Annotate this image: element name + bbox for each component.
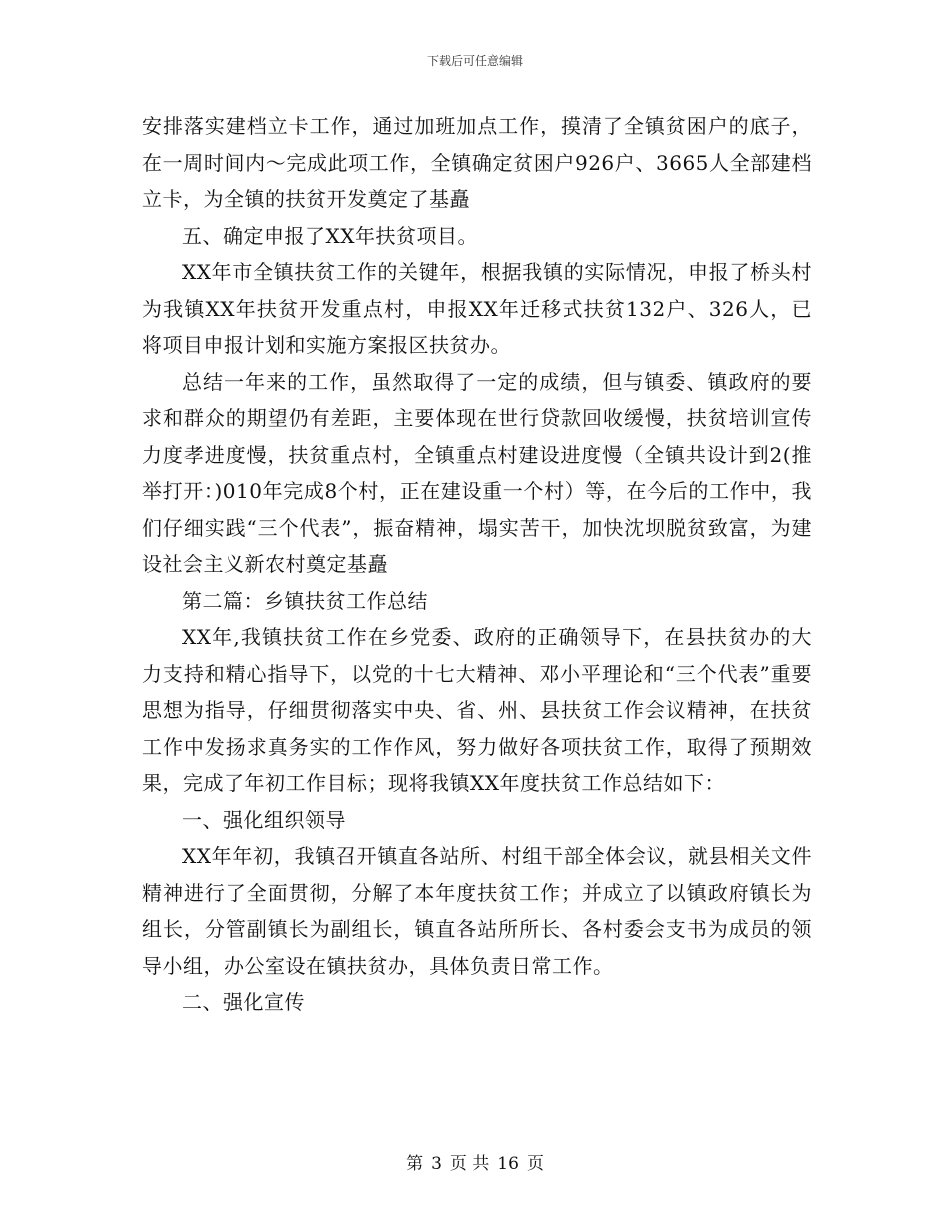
page-number-footer xyxy=(0,1153,950,1175)
chapter-heading: 第二篇：乡镇扶贫工作总结 xyxy=(182,588,428,613)
section-heading: 五、确定申报了XX年扶贫项目。 xyxy=(182,223,478,248)
paragraph: 安排落实建档立卡工作，通过加班加点工作，摸清了全镇贫困户的底子，在一周时间内～完成此项工作，全镇确定贫困户926户、3665人全部建档立卡，为全镇的扶贫开发奠定了基矗 xyxy=(142,114,812,211)
paragraph: XX年,我镇扶贫工作在乡党委、政府的正确领导下，在县扶贫办的大力支持和精心指导下，以党的十七大精神、邓小平理论和“三个代表”重要思想为指导，仔细贯彻落实中央、省、州、县扶贫工作会议精神，在扶贫工作中发扬求真务实的工作作风，努力做好各项扶贫工作，取得了预期效果，完成了年初工作目标；现将我镇XX年度扶贫工作总结如下： xyxy=(142,625,812,795)
paragraph: XX年市全镇扶贫工作的关键年，根据我镇的实际情况，申报了桥头村为我镇XX年扶贫开发重点村，申报XX年迁移式扶贫132户、326人，已将项目申报计划和实施方案报区扶贫办。 xyxy=(142,260,812,357)
document-body xyxy=(142,108,812,1021)
section-heading: 二、强化宣传 xyxy=(182,990,305,1014)
total-pages-number: 16 xyxy=(497,1154,519,1174)
footer-middle: 页 共 xyxy=(449,1154,490,1174)
current-page-number: 3 xyxy=(431,1154,442,1174)
page-header-note: 下载后可任意编辑 xyxy=(426,54,523,68)
paragraph: XX年年初，我镇召开镇直各站所、村组干部全体会议，就县相关文件精神进行了全面贯彻，分解了本年度扶贫工作；并成立了以镇政府镇长为组长，分管副镇长为副组长，镇直各站所所长、各村委会支书为成员的领导小组，办公室设在镇扶贫办，具体负责日常工作。 xyxy=(142,844,812,978)
section-heading: 一、强化组织领导 xyxy=(182,807,346,832)
paragraph: 总结一年来的工作，虽然取得了一定的成绩，但与镇委、镇政府的要求和群众的期望仍有差距，主要体现在世行贷款回收缓慢，扶贫培训宣传力度孝进度慢，扶贫重点村，全镇重点村建设进度慢（全镇共设计到2(推举打开：)010年完成8个村，正在建设重一个村）等，在今后的工作中，我们仔细实践“三个代表”，振奋精神，塌实苦干，加快沈坝脱贫致富，为建设社会主义新农村奠定基矗 xyxy=(142,369,812,576)
footer-prefix: 第 xyxy=(406,1154,424,1174)
footer-suffix: 页 xyxy=(526,1154,544,1174)
